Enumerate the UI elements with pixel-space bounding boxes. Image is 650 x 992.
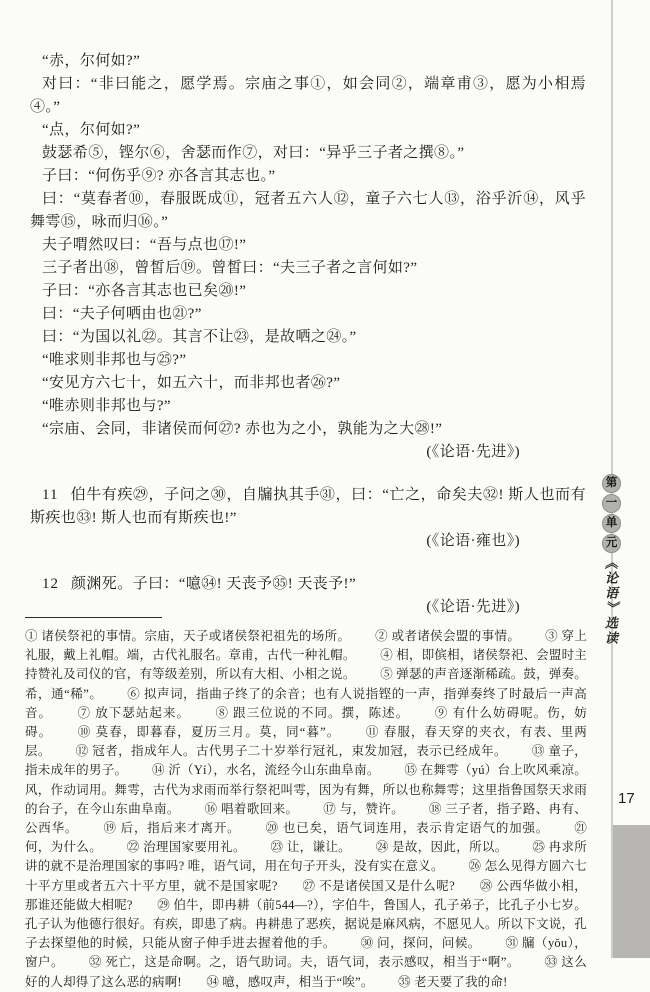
footnote-entry: ③ 穿上礼服，戴上礼帽。端，古代礼服名。章甫，古代一种礼帽。 [25,629,588,663]
passage-12-number: 12 [42,576,59,592]
footnote-entry: ㉗ 不是诸侯国又是什么呢? [302,878,455,893]
unit-badge [602,474,621,553]
unit-badge-char: 一 [602,494,621,513]
footnote-entry: ⑭ 沂（Yí），水名，流经今山东曲阜南。 [152,763,380,778]
footnote-entry: ㉚ 问，探问，问候。 [360,936,481,951]
unit-badge-char: 第 [602,474,621,493]
footnote-entry: ⑨ 有什么妨碍呢。伤，妨碍。 [25,705,587,740]
footnote-entry: ㉝ 这么好的人却得了这么恶的病啊! [25,955,587,989]
page-number: 17 [618,790,635,807]
footnote-entry: ⑩ 莫春，即暮春，夏历三月。莫，同“暮”。 [77,725,341,740]
source-attribution: (《论语·雍也》) [426,533,520,549]
main-text-block [30,50,586,619]
corner-tab [613,825,650,958]
footnote-entry: ㉜ 死亡，这是命啊。之，语气助词。夫，语气词，表示感叹，相当于“啊”。 [88,955,520,970]
footnote-entry: ⑪ 春服，春天穿的夹衣，有表、里两层。 [25,725,588,759]
footnote-separator [25,617,162,618]
footnote-entry: ㉛ 牖（yǒu），窗户。 [25,936,587,970]
footnote-entry: ⑯ 唱着歌回来。 [204,801,299,816]
footnote-entry: ⑤ 弹瑟的声音逐渐稀疏。鼓，弹奏。希，通“稀”。 [25,667,588,701]
footnote-entry: ⑫ 冠者，指成年人。古代男子二十岁举行冠礼，束发加冠，表示已经成年。 [75,744,507,759]
dialogue-line: 三子者出⑱，曾皙后⑲。曾皙曰：“夫三子者之言何如?” [42,260,418,276]
footnote-entry: ② 或者诸侯会盟的事情。 [375,629,521,643]
footnotes-block [25,627,587,992]
footnote-entry: ㉞ 噫，感叹声，相当于“唉”。 [206,974,374,989]
dialogue-line: “唯求则非邦也与㉕?” [42,352,187,368]
footnote-entry: ㉒ 治理国家要用礼。 [126,840,246,855]
dialogue-line: 曰：“为国以礼㉒。其言不让㉓，是故哂之㉔。” [42,329,357,345]
unit-badge-char: 单 [602,514,621,533]
dialogue-line: 鼓瑟希⑤，铿尔⑥，舍瑟而作⑦，对曰：“异乎三子者之撰⑧。” [42,145,465,161]
dialogue-line: “宗庙、会同，非诸侯而何㉗? 赤也为之小，孰能为之大㉘!” [42,421,443,437]
footnote-entry: ⑲ 后，指后来才离开。 [103,821,241,836]
dialogue-line: “点，尔何如?” [42,122,141,138]
footnote-entry: ㉖ 怎么见得方圆六七十平方里或者五六十平方里，就不是国家呢? [25,859,587,893]
passage-11 [30,484,586,530]
footnote-entry: ⑮ 在舞雩（yú）台上吹风乘凉。风，作动词用。舞雩，古代为求雨而举行祭祀叫雩，因为有舞，所以也称舞雩；这里指鲁国祭天求雨的台子，在今山东曲阜南。 [25,763,587,816]
footnote-entry: ㉘ 公西华做小相，那谁还能做大相呢? [25,878,587,912]
dialogue-line: 曰：“莫春者⑩，春服既成⑪，冠者五六人⑫，童子六七人⑬，浴乎沂⑭，风乎舞雩⑮，咏而归⑯。” [30,191,586,230]
footnote-entry: ㉕ 冉求所讲的就不是治理国家的事吗? 唯，语气词，用在句子开头，没有实在意义。 [25,840,587,874]
passage-11-number: 11 [42,487,59,503]
footnote-entry: ㉔ 是故，因此，所以。 [375,840,508,855]
dialogue-line: 子曰：“亦各言其志也已矣⑳!” [42,283,247,299]
footnote-entry: ㉟ 老天要了我的命! [398,974,508,989]
dialogue-line: 曰：“夫子何哂由也㉑?” [42,306,202,322]
footnote-entry: ⑰ 与，赞许。 [323,801,405,816]
footnote-entry: ① 诸侯祭祀的事情。宗庙，天子或诸侯祭祀祖先的场所。 [25,629,351,643]
dialogue-line: “唯赤则非邦也与?” [42,398,171,414]
unit-badge-char: 元 [602,534,621,553]
footnote-entry: ㉓ 让，谦让。 [270,840,352,855]
footnote-entry: ⑱ 三子者，指子路、冉有、公西华。 [25,801,588,836]
dialogue-line: “安见方六七十，如五六十，而非邦也者㉖?” [42,375,341,391]
footnote-entry: ⑥ 拟声词，指曲子终了的余音；也有人说指铿的一声，指弹奏终了时最后一声高音。 [25,686,588,720]
dialogue-line: 子曰：“何伤乎⑨? 亦各言其志也。” [42,168,276,184]
passage-12-text: 颜渊死。子曰：“噫㉞! 天丧予㉟! 天丧予!” [71,576,357,592]
passage-12 [30,573,586,596]
footnote-entry: ⑧ 跟三位说的不同。撰，陈述。 [215,705,410,720]
footnote-entry: ⑦ 放下瑟站起来。 [77,705,191,720]
series-title: 《论语》选读 [603,556,618,646]
source-attribution: (《论语·先进》) [426,599,520,615]
dialogue-line: 夫子喟然叹曰：“吾与点也⑰!” [42,237,247,253]
dialogue-line: 对曰：“非曰能之，愿学焉。宗庙之事①，如会同②，端章甫③，愿为小相焉④。” [30,76,586,115]
footnote-entry: ⑬ 童子，指未成年的男子。 [25,744,587,778]
passage-11-text: 伯牛有疾㉙，子问之㉚，自牖执其手㉛，曰：“亡之，命矣夫㉜! 斯人也而有斯疾也㉝! 斯人也而有斯疾也!” [30,487,586,526]
source-attribution: (《论语·先进》) [426,444,520,460]
footnote-entry: ④ 相，即傧相，诸侯祭祀、会盟时主持赞礼及司仪的官，有等级差别，所以有大相、小相之说。 [25,648,588,682]
footnote-entry: ⑳ 也已矣，语气词连用，表示肯定语气的加强。 [265,821,550,836]
footnote-entry: ㉑ 何，为什么。 [25,821,588,855]
dialogue-line: “赤，尔何如?” [42,53,141,69]
footnote-entry: ㉙ 伯牛，即冉耕（前544—?），字伯牛，鲁国人，孔子弟子，比孔子小七岁。孔子认为他德行很好。有疾，即患了病。冉耕患了恶疾，据说是麻风病，不愿见人。所以下文说，孔子去探望他的时候，只能从窗子伸手进去握着他的手。 [25,897,587,951]
